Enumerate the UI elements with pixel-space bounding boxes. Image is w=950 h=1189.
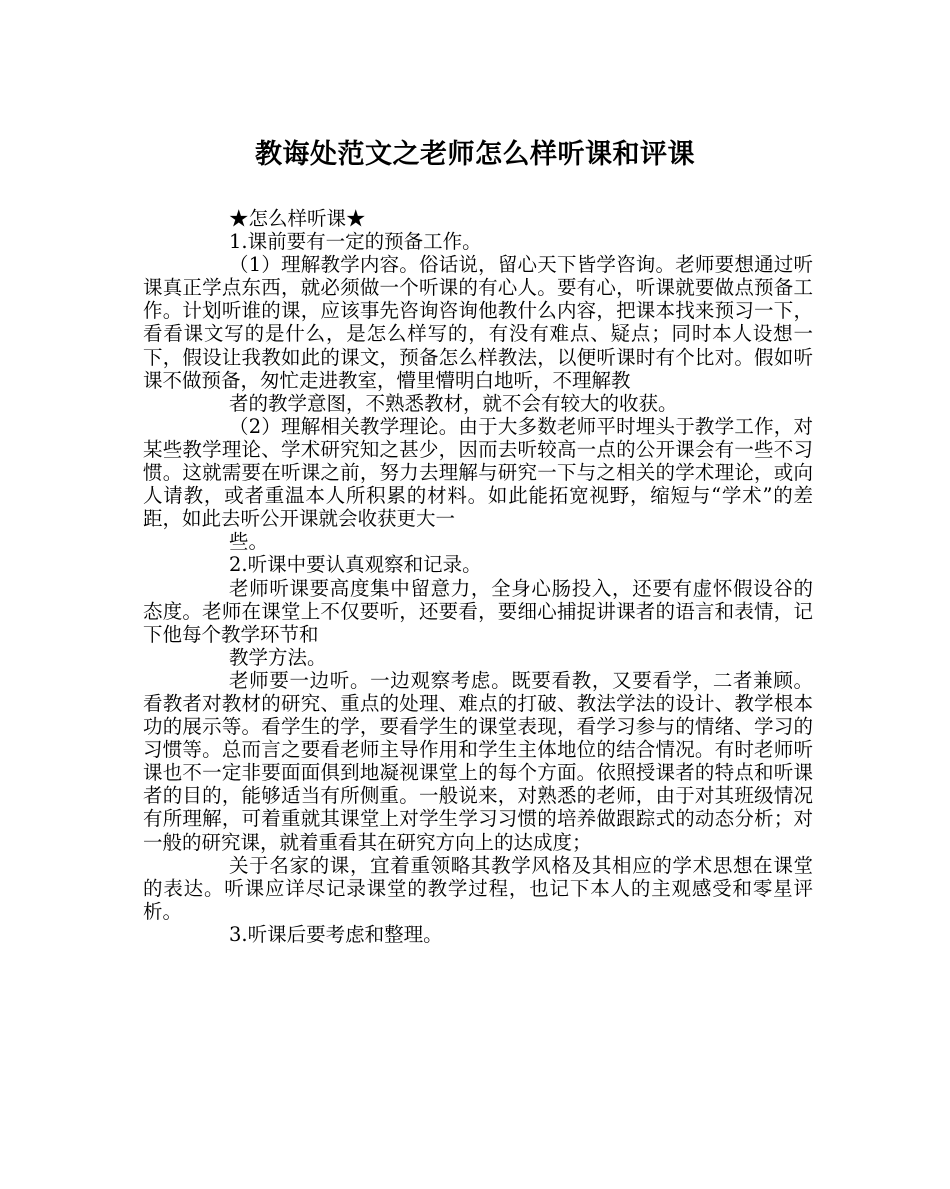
paragraph-2-1-continued: 教学方法。 xyxy=(229,645,327,669)
document-body xyxy=(143,207,813,946)
paragraph-2-3: 关于名家的课，宜着重领略其教学风格及其相应的学术思想在课堂的表达。听课应详尽记录课堂的教学过程，也记下本人的主观感受和零星评析。 xyxy=(143,853,813,923)
subheading-3: 3.听课后要考虑和整理。 xyxy=(229,922,443,946)
paragraph-1-2: （2）理解相关教学理论。由于大多数老师平时埋头于教学工作，对某些教学理论、学术研究知之甚少，因而去听较高一点的公开课会有一些不习惯。这就需要在听课之前，努力去理解与研究一下与之相关的学术理论，或向人请教，或者重温本人所积累的材料。如此能拓宽视野，缩短与“学术”的差距，如此去听公开课就会收获更大一 xyxy=(143,414,813,531)
paragraph-1-2-continued: 些。 xyxy=(229,530,269,554)
paragraph-1-1-continued: 者的教学意图，不熟悉教材，就不会有较大的收获。 xyxy=(229,391,678,415)
subheading-2: 2.听课中要认真观察和记录。 xyxy=(229,553,482,577)
paragraph-2-1: 老师听课要高度集中留意力，全身心肠投入，还要有虚怀假设谷的态度。老师在课堂上不仅要听，还要看，要细心捕捉讲课者的语言和表情，记下他每个教学环节和 xyxy=(143,576,813,646)
paragraph-2-2: 老师要一边听。一边观察考虑。既要看教，又要看学，二者兼顾。看教者对教材的研究、重点的处理、难点的打破、教法学法的设计、教学根本功的展示等。看学生的学，要看学生的课堂表现，看学习参与的情绪、学习的习惯等。总而言之要看老师主导作用和学生主体地位的结合情况。有时老师听课也不一定非要面面俱到地凝视课堂上的每个方面。依照授课者的特点和听课者的目的，能够适当有所侧重。一般说来，对熟悉的老师，由于对其班级情况有所理解，可着重就其课堂上对学生学习习惯的培养做跟踪式的动态分析；对一般的研究课，就着重看其在研究方向上的达成度； xyxy=(143,668,813,854)
paragraph-1-1: （1）理解教学内容。俗话说，留心天下皆学咨询。老师要想通过听课真正学点东西，就必须做一个听课的有心人。要有心，听课就要做点预备工作。计划听谁的课，应该事先咨询咨询他教什么内容，把课本找来预习一下，看看课文写的是什么，是怎么样写的，有没有难点、疑点；同时本人设想一下，假设让我教如此的课文，预备怎么样教法，以便听课时有个比对。假如听课不做预备，匆忙走进教室，懵里懵明白地听，不理解教 xyxy=(143,253,813,392)
document-title: 教诲处范文之老师怎么样听课和评课 xyxy=(255,139,695,170)
subheading-1: 1.课前要有一定的预备工作。 xyxy=(229,230,482,254)
section-heading-listening: ★怎么样听课★ xyxy=(229,207,366,230)
